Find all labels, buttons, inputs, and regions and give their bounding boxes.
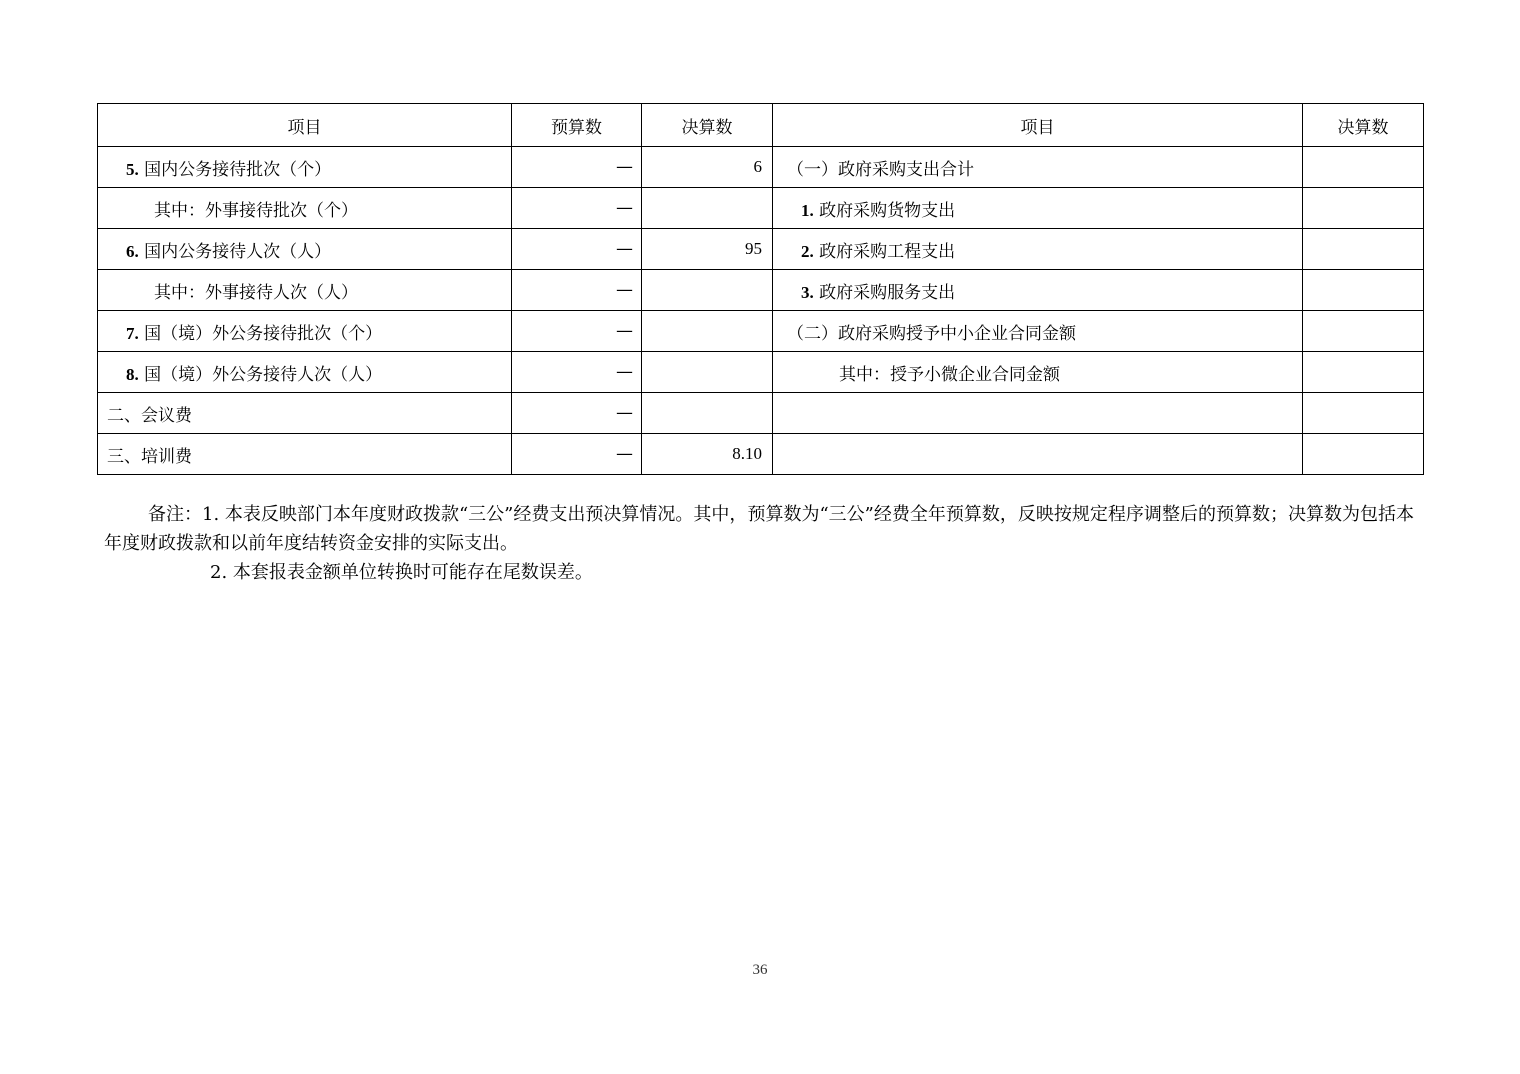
row-right-item: 1. 政府采购货物支出 [773,188,1303,229]
row-right-final [1303,188,1424,229]
row-final [642,188,773,229]
row-right-final [1303,147,1424,188]
header-right-item: 项目 [773,104,1303,147]
row-final: 8.10 [642,434,773,475]
table-row [98,352,1424,393]
table-row [98,229,1424,270]
header-left-item: 项目 [98,104,512,147]
row-right-final [1303,229,1424,270]
row-right-item: （二）政府采购授予中小企业合同金额 [773,311,1303,352]
row-final [642,352,773,393]
row-final [642,393,773,434]
row-budget: — [512,147,642,188]
row-left-item: 其中：外事接待批次（个） [98,188,512,229]
row-final [642,270,773,311]
row-left-item: 二、会议费 [98,393,512,434]
row-budget: — [512,393,642,434]
note-1: 备注：1. 本表反映部门本年度财政拨款“三公”经费支出预决算情况。其中，预算数为“三公”经费全年预算数，反映按规定程序调整后的预算数；决算数为包括本年度财政拨款和以前年度结转资金安排的实际支出。 [104,504,1414,554]
table-row [98,311,1424,352]
row-right-final [1303,434,1424,475]
row-budget: — [512,311,642,352]
row-right-final [1303,270,1424,311]
table-header-row [98,104,1424,147]
note-2: 2. 本套报表金额单位转换时可能存在尾数误差。 [210,562,593,583]
row-right-item: 3. 政府采购服务支出 [773,270,1303,311]
row-budget: — [512,434,642,475]
row-final [642,311,773,352]
row-right-final [1303,311,1424,352]
row-left-item: 其中：外事接待人次（人） [98,270,512,311]
row-right-final [1303,393,1424,434]
notes-section [104,500,1414,587]
row-budget: — [512,352,642,393]
table-row [98,188,1424,229]
row-left-item: 5. 国内公务接待批次（个） [98,147,512,188]
row-final: 6 [642,147,773,188]
table-row [98,147,1424,188]
header-budget: 预算数 [512,104,642,147]
row-budget: — [512,229,642,270]
row-left-item: 8. 国（境）外公务接待人次（人） [98,352,512,393]
row-budget: — [512,270,642,311]
header-right-final: 决算数 [1303,104,1424,147]
row-left-item: 6. 国内公务接待人次（人） [98,229,512,270]
row-right-item: 其中：授予小微企业合同金额 [773,352,1303,393]
row-right-item [773,393,1303,434]
expense-table [97,103,1424,475]
table-row [98,434,1424,475]
table-row [98,393,1424,434]
row-final: 95 [642,229,773,270]
table-row [98,270,1424,311]
row-right-final [1303,352,1424,393]
row-right-item: 2. 政府采购工程支出 [773,229,1303,270]
row-left-item: 7. 国（境）外公务接待批次（个） [98,311,512,352]
page-number: 36 [752,962,768,978]
row-budget: — [512,188,642,229]
header-final: 决算数 [642,104,773,147]
row-left-item: 三、培训费 [98,434,512,475]
row-right-item: （一）政府采购支出合计 [773,147,1303,188]
row-right-item [773,434,1303,475]
